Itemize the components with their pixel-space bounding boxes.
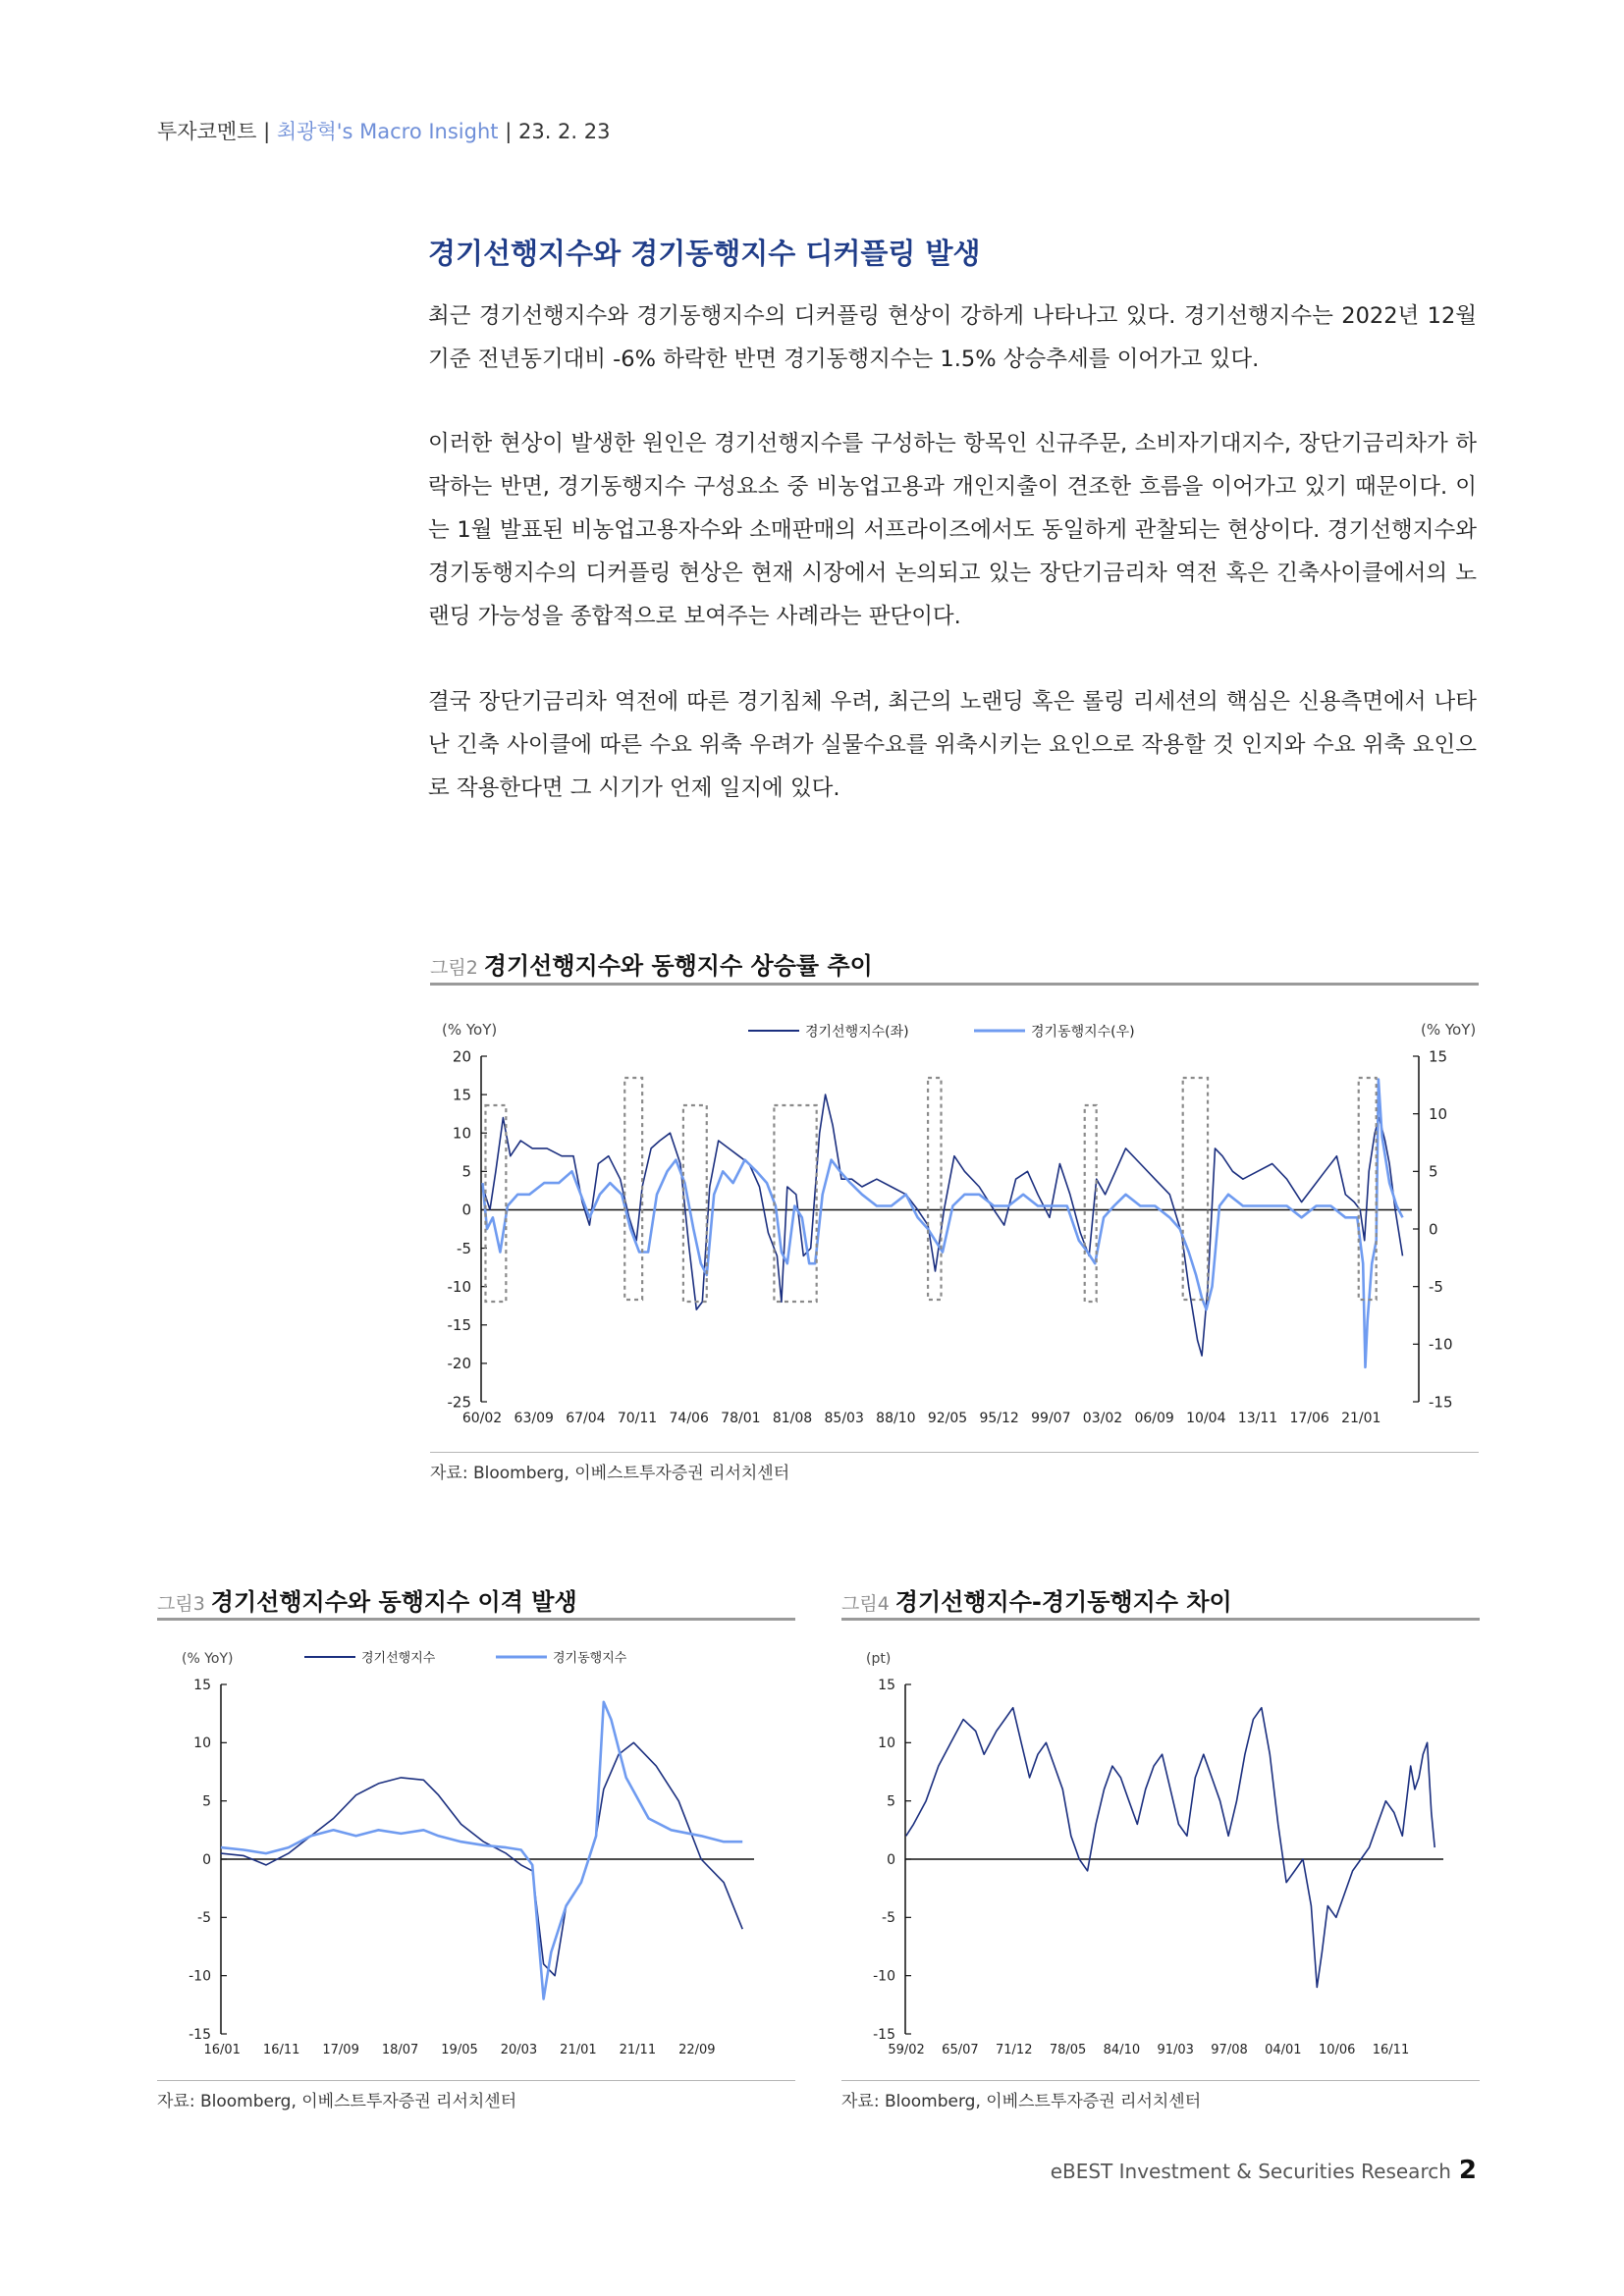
y-tick-label: 10 xyxy=(193,1735,211,1752)
y-tick-label: -10 xyxy=(189,1968,211,1985)
figure-title-text: 경기선행지수와 동행지수 상승률 추이 xyxy=(483,952,873,980)
y-tick-label: -15 xyxy=(447,1316,471,1335)
y-tick-label: -25 xyxy=(447,1393,471,1412)
x-tick-label: 97/08 xyxy=(1211,2043,1248,2057)
chart-lead-minus-coincident xyxy=(837,1624,1485,2075)
legend-label-coincident: 경기동행지수 xyxy=(553,1650,627,1666)
y-tick-label: -10 xyxy=(873,1968,895,1985)
source-rule xyxy=(841,2080,1480,2081)
header-date: 23. 2. 23 xyxy=(517,120,611,143)
figure-title xyxy=(430,946,873,981)
source-rule xyxy=(157,2080,795,2081)
x-tick-label: 17/09 xyxy=(322,2043,359,2057)
y-tick-label: 5 xyxy=(461,1162,471,1181)
x-tick-label: 21/11 xyxy=(619,2043,657,2057)
figure-number: 그림2 xyxy=(430,957,478,979)
x-tick-label: 21/01 xyxy=(1341,1411,1381,1426)
x-tick-label: 59/02 xyxy=(888,2043,925,2057)
x-tick-label: 63/09 xyxy=(514,1411,554,1426)
header-category: 투자코멘트 xyxy=(157,120,257,143)
chart-lead-coincident-gap xyxy=(152,1624,800,2075)
y-tick-label: -15 xyxy=(189,2026,211,2043)
x-tick-label: 18/07 xyxy=(381,2043,419,2057)
x-tick-label: 20/03 xyxy=(500,2043,538,2057)
y-tick-label: -10 xyxy=(447,1277,471,1296)
y-tick-label: 0 xyxy=(461,1201,471,1219)
x-tick-label: 85/03 xyxy=(824,1411,864,1426)
legend-label-lead: 경기선행지수(좌) xyxy=(805,1024,909,1041)
y-axis-title: (% YoY) xyxy=(442,1021,498,1039)
y-tick-label-right: 15 xyxy=(1429,1047,1448,1066)
x-tick-label: 67/04 xyxy=(566,1411,606,1426)
x-tick-label: 16/01 xyxy=(203,2043,241,2057)
y-axis-title-right: (% YoY) xyxy=(1421,1021,1477,1039)
paragraph-2: 이러한 현상이 발생한 원인은 경기선행지수를 구성하는 항목인 신규주문, 소비자기대지수, 장단기금리차가 하락하는 반면, 경기동행지수 구성요소 중 비농업고용과 개인지출이 견조한 흐름을 이어가고 있기 때문이다. 이는 1월 발표된 비농업고용자수와 소매판매의 서프라이즈에서도 동일하게 관찰되는 현상이다. 경기선행지수와 경기동행지수의 디커플링 현상은 현재 시장에서 논의되고 있는 장단기금리차 역전 혹은 긴축사이클에서의 노랜딩 가능성을 종합적으로 보여주는 사례라는 판단이다. xyxy=(428,431,1477,629)
x-tick-label: 65/07 xyxy=(942,2043,979,2057)
figure-rule xyxy=(841,1618,1480,1621)
y-tick-label: 5 xyxy=(202,1793,211,1810)
footer-text: eBEST Investment & Securities Research xyxy=(1050,2160,1451,2183)
x-tick-label: 74/06 xyxy=(669,1411,709,1426)
page-number: 2 xyxy=(1458,2156,1477,2185)
recession-box xyxy=(774,1105,816,1302)
x-tick-label: 81/08 xyxy=(772,1411,813,1426)
y-tick-label: 20 xyxy=(452,1047,471,1066)
chart-lead-vs-coincident-yoy xyxy=(422,989,1483,1451)
y-tick-label-right: 10 xyxy=(1429,1104,1448,1123)
x-tick-label: 03/02 xyxy=(1082,1411,1123,1426)
figure-title-text: 경기선행지수-경기동행지수 차이 xyxy=(894,1588,1232,1616)
y-tick-label: 15 xyxy=(193,1677,211,1693)
y-tick-label: 0 xyxy=(202,1851,211,1868)
page-footer xyxy=(1051,2156,1477,2185)
x-tick-label: 16/11 xyxy=(262,2043,300,2057)
x-tick-label: 13/11 xyxy=(1237,1411,1278,1426)
recession-box xyxy=(624,1078,642,1300)
x-tick-label: 21/01 xyxy=(560,2043,597,2057)
y-tick-label-right: -15 xyxy=(1429,1393,1453,1412)
x-tick-label: 06/09 xyxy=(1134,1411,1174,1426)
x-tick-label: 92/05 xyxy=(927,1411,968,1426)
y-tick-label: -5 xyxy=(457,1239,471,1257)
y-tick-label-right: 0 xyxy=(1429,1220,1438,1239)
x-tick-label: 71/12 xyxy=(996,2043,1033,2057)
y-tick-label-right: -5 xyxy=(1429,1277,1443,1296)
paragraph-3: 결국 장단기금리차 역전에 따른 경기침체 우려, 최근의 노랜딩 혹은 롤링 리세션의 핵심은 신용측면에서 나타난 긴축 사이클에 따른 수요 위축 우려가 실물수요를 위축시키는 요인으로 작용할 것 인지와 수요 위축 요인으로 작용한다면 그 시기가 언제 일지에 있다. xyxy=(428,689,1477,801)
x-tick-label: 19/05 xyxy=(441,2043,478,2057)
y-tick-label: -15 xyxy=(873,2026,895,2043)
paragraph-1: 최근 경기선행지수와 경기동행지수의 디커플링 현상이 강하게 나타나고 있다. 경기선행지수는 2022년 12월 기준 전년동기대비 -6% 하락한 반면 경기동행지수는 1.5% 상승추세를 이어가고 있다. xyxy=(428,303,1477,372)
y-tick-label: -5 xyxy=(197,1910,211,1927)
x-tick-label: 22/09 xyxy=(678,2043,716,2057)
figure-title xyxy=(841,1582,1232,1617)
x-tick-label: 10/06 xyxy=(1318,2043,1356,2057)
series-line-2 xyxy=(221,1702,742,2000)
x-tick-label: 88/10 xyxy=(876,1411,916,1426)
figure-rule xyxy=(157,1618,795,1621)
x-tick-label: 91/03 xyxy=(1157,2043,1194,2057)
source-rule xyxy=(430,1452,1479,1453)
y-tick-label: 15 xyxy=(452,1086,471,1104)
report-header xyxy=(157,116,611,145)
y-tick-label: 15 xyxy=(878,1677,895,1693)
figure-source: 자료: Bloomberg, 이베스트투자증권 리서치센터 xyxy=(157,2092,517,2111)
y-tick-label: 5 xyxy=(887,1793,895,1810)
legend-label-lead: 경기선행지수 xyxy=(361,1650,436,1666)
x-tick-label: 04/01 xyxy=(1265,2043,1302,2057)
x-tick-label: 60/02 xyxy=(461,1411,503,1426)
y-tick-label-right: 5 xyxy=(1429,1162,1438,1181)
y-tick-label-right: -10 xyxy=(1429,1335,1453,1354)
series-line-1 xyxy=(483,1095,1403,1356)
figure-title-text: 경기선행지수와 동행지수 이격 발생 xyxy=(210,1588,577,1616)
x-tick-label: 10/04 xyxy=(1186,1411,1226,1426)
series-line-1 xyxy=(906,1708,1435,1988)
y-tick-label: -5 xyxy=(882,1910,895,1927)
figure-source: 자료: Bloomberg, 이베스트투자증권 리서치센터 xyxy=(430,1464,790,1483)
y-tick-label: 10 xyxy=(878,1735,895,1752)
figure-number: 그림4 xyxy=(841,1593,890,1615)
x-tick-label: 16/11 xyxy=(1372,2043,1410,2057)
y-axis-title: (% YoY) xyxy=(182,1651,234,1667)
section-title: 경기선행지수와 경기동행지수 디커플링 발생 xyxy=(428,237,981,270)
y-tick-label: 0 xyxy=(887,1851,895,1868)
figure-source: 자료: Bloomberg, 이베스트투자증권 리서치센터 xyxy=(841,2092,1202,2111)
figure-number: 그림3 xyxy=(157,1593,205,1615)
figure-rule xyxy=(430,983,1479,986)
y-tick-label: 10 xyxy=(452,1124,471,1143)
legend-label-coincident: 경기동행지수(우) xyxy=(1031,1024,1135,1041)
recession-box xyxy=(683,1105,707,1302)
x-tick-label: 95/12 xyxy=(979,1411,1019,1426)
header-separator: | xyxy=(505,120,513,143)
y-axis-title: (pt) xyxy=(866,1651,892,1667)
header-series: 최광혁's Macro Insight xyxy=(276,120,499,143)
y-tick-label: -20 xyxy=(447,1355,471,1373)
x-tick-label: 84/10 xyxy=(1103,2043,1141,2057)
x-tick-label: 17/06 xyxy=(1289,1411,1329,1426)
x-tick-label: 78/05 xyxy=(1049,2043,1087,2057)
header-separator: | xyxy=(263,120,271,143)
x-tick-label: 70/11 xyxy=(617,1411,658,1426)
x-tick-label: 78/01 xyxy=(721,1411,761,1426)
x-tick-label: 99/07 xyxy=(1031,1411,1071,1426)
figure-title xyxy=(157,1582,577,1617)
